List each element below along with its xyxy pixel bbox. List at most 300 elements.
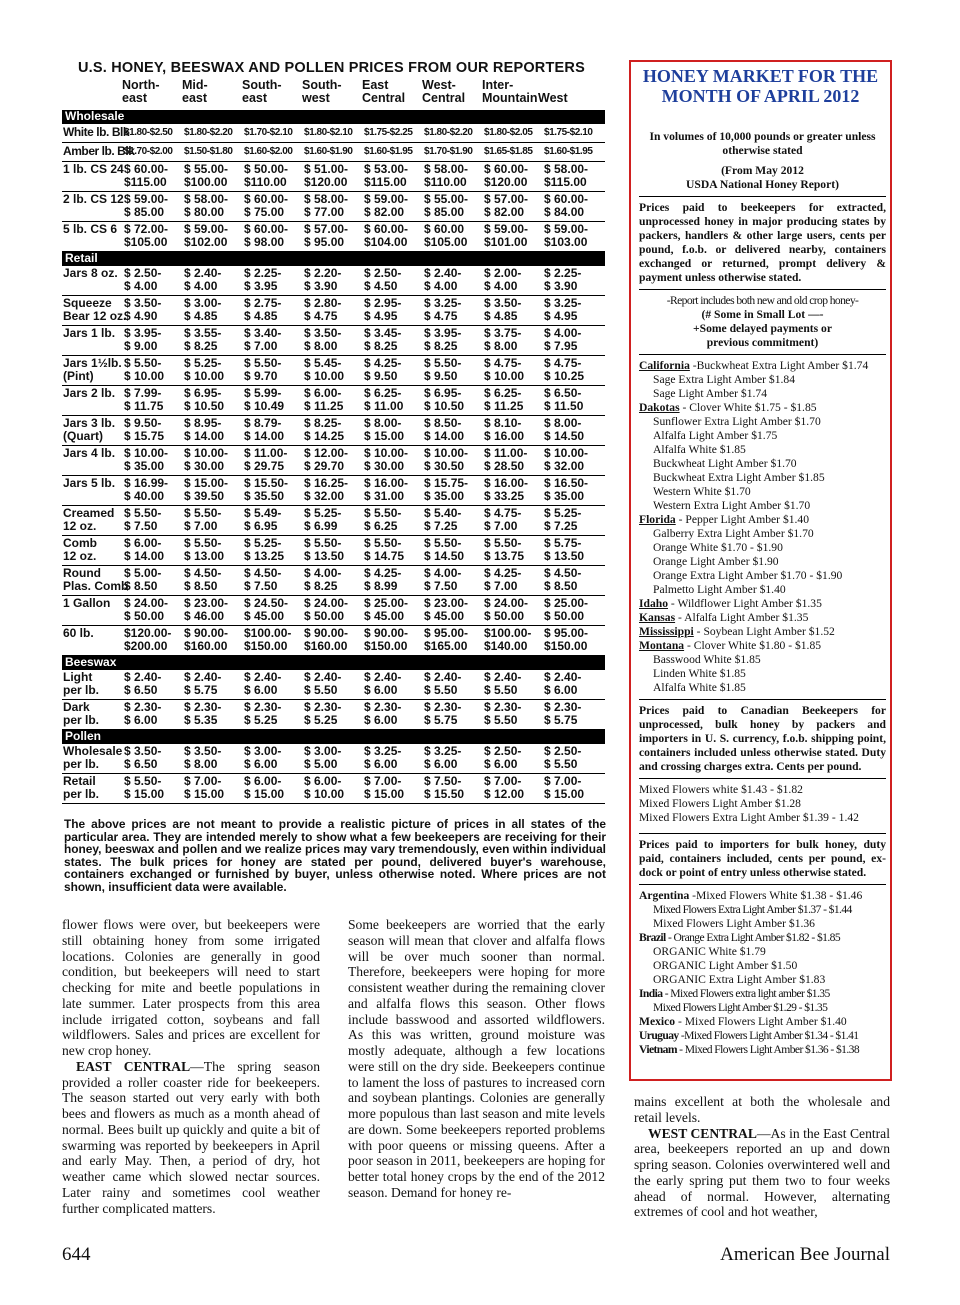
country-first-price: - Mixed Flowers extra light amber $1.35 — [662, 987, 830, 1000]
region-southeast: South- east — [242, 78, 282, 105]
row-label: 5 lb. CS 6 — [62, 222, 123, 252]
price-cell: $ 2.30- $ 5.75 — [543, 700, 605, 730]
article-column-2 — [348, 917, 605, 1201]
price-cell: $ 2.25- $ 3.90 — [543, 266, 605, 296]
price-cell: $ 3.00- $ 5.00 — [303, 744, 363, 774]
price-cell: $ 5.50- $ 13.50 — [303, 536, 363, 566]
state-name: Idaho — [639, 597, 669, 610]
price-cell: $ 3.95- $ 9.00 — [123, 326, 183, 356]
price-row-gallon — [62, 596, 605, 626]
price-cell: $ 2.30- $ 6.00 — [363, 700, 423, 730]
state-name: Kansas — [639, 611, 676, 624]
row-label: Jars 1 lb. — [62, 326, 123, 356]
row-label: Squeeze Bear 12 oz. — [62, 296, 123, 326]
price-cell: $ 60.00- $ 98.00 — [243, 222, 303, 252]
state-first-price: -Buckwheat Extra Light Amber $1.74 — [689, 359, 869, 372]
country-first-price: - Mixed Flowers Light Amber $1.36 - $1.38 — [676, 1043, 860, 1056]
price-cell: $1.80-$2.10 — [303, 124, 363, 143]
honey-market-sidebar — [629, 60, 892, 1081]
article-column-3 — [634, 1094, 890, 1220]
price-cell: $100.00- $140.00 — [483, 626, 543, 656]
row-label: White lb. Blk — [62, 124, 123, 143]
price-cell: $ 3.50- $ 8.00 — [303, 326, 363, 356]
price-cell: $ 60.00- $ 84.00 — [543, 192, 605, 222]
price-cell: $1.60-$1.95 — [363, 143, 423, 162]
price-cell: $ 5.49- $ 6.95 — [243, 506, 303, 536]
section-header-pollen — [62, 730, 605, 745]
price-cell: $ 3.50- $ 8.00 — [183, 744, 243, 774]
canada-price-item: Mixed Flowers Extra Light Amber $1.39 - 1.42 — [639, 811, 859, 824]
sidebar-state-entry — [639, 359, 886, 373]
price-cell: $1.80-$2.50 — [123, 124, 183, 143]
price-cell: $ 3.00- $ 4.85 — [183, 296, 243, 326]
price-cell: $ 16.50- $ 35.00 — [543, 476, 605, 506]
state-price-item: Orange White $1.70 - $1.90 — [653, 541, 783, 554]
region-intermountain: Inter- Mountain — [482, 78, 538, 105]
price-cell: $1.60-$2.00 — [243, 143, 303, 162]
state-price-item: Buckwheat Extra Light Amber $1.85 — [653, 471, 825, 484]
price-cell: $ 24.00- $ 50.00 — [303, 596, 363, 626]
price-cell: $ 8.10- $ 16.00 — [483, 416, 543, 446]
article-paragraph — [62, 1059, 320, 1217]
price-row-cs2 — [62, 192, 605, 222]
price-cell: $ 58.00- $ 77.00 — [303, 192, 363, 222]
state-name: Dakotas — [639, 401, 680, 414]
sidebar-state-entry — [639, 597, 886, 611]
price-cell: $ 2.00- $ 4.00 — [483, 266, 543, 296]
state-first-price: - Alfalfa Light Amber $1.35 — [675, 611, 809, 624]
journal-name: American Bee Journal — [720, 1244, 890, 1265]
sidebar-country-entry — [639, 931, 886, 945]
price-cell: $ 58.00- $110.00 — [423, 162, 483, 192]
article-column-1 — [62, 917, 320, 1216]
section-heading-east-central: EAST CENTRAL — [76, 1058, 191, 1074]
sidebar-volumes-note: In volumes of 10,000 pounds or greater unless otherwise stated — [649, 130, 876, 157]
price-cell: $ 4.25- $ 7.00 — [483, 566, 543, 596]
price-cell: $ 5.40- $ 7.25 — [423, 506, 483, 536]
sidebar-content — [639, 130, 886, 1057]
state-price-item: Alfalfa Light Amber $1.75 — [653, 429, 778, 442]
price-cell: $ 4.50- $ 7.50 — [243, 566, 303, 596]
price-cell: $ 59.00- $ 85.00 — [123, 192, 183, 222]
price-cell: $ 5.50- $ 10.00 — [123, 356, 183, 386]
country-name: Uruguay — [639, 1029, 679, 1042]
price-cell: $ 60.00- $120.00 — [483, 162, 543, 192]
price-table — [62, 110, 605, 804]
price-cell: $ 90.00- $150.00 — [363, 626, 423, 656]
price-cell: $ 58.00- $115.00 — [543, 162, 605, 192]
price-cell: $ 90.00- $160.00 — [303, 626, 363, 656]
price-cell: $1.75-$2.10 — [543, 124, 605, 143]
region-southwest: South- west — [302, 78, 342, 105]
price-cell: $ 57.00- $ 82.00 — [483, 192, 543, 222]
state-price-item: Palmetto Light Amber $1.40 — [653, 583, 786, 596]
row-label: Retail per lb. — [62, 774, 123, 804]
row-label: Jars 1½lb. (Pint) — [62, 356, 123, 386]
price-cell: $ 7.00- $ 15.00 — [543, 774, 605, 804]
price-cell: $ 2.40- $ 5.50 — [423, 670, 483, 700]
sidebar-state-entry — [639, 513, 886, 527]
price-cell: $ 3.55- $ 8.25 — [183, 326, 243, 356]
country-name: Argentina — [639, 889, 690, 902]
price-cell: $ 58.00- $ 80.00 — [183, 192, 243, 222]
price-cell: $ 8.79- $ 14.00 — [243, 416, 303, 446]
sidebar-small-lot-note: (# Some in Small Lot —- +Some delayed payments or previous commitment) — [693, 308, 832, 349]
price-cell: $ 3.25- $ 6.00 — [423, 744, 483, 774]
price-cell: $ 2.30- $ 5.25 — [243, 700, 303, 730]
state-price-item: Western White $1.70 — [653, 485, 751, 498]
price-cell: $ 15.75- $ 35.00 — [423, 476, 483, 506]
row-label: Wholesale per lb. — [62, 744, 123, 774]
price-cell: $ 55.00- $100.00 — [183, 162, 243, 192]
price-cell: $ 3.50- $ 4.90 — [123, 296, 183, 326]
price-cell: $ 24.50- $ 45.00 — [243, 596, 303, 626]
price-cell: $ 8.50- $ 14.00 — [423, 416, 483, 446]
price-cell: $ 2.40- $ 4.00 — [183, 266, 243, 296]
price-row-jar4 — [62, 446, 605, 476]
state-price-item: Buckwheat Light Amber $1.70 — [653, 457, 797, 470]
price-cell: $ 59.00- $103.00 — [543, 222, 605, 252]
price-cell: $ 60.00 $105.00 — [423, 222, 483, 252]
price-cell: $ 3.40- $ 7.00 — [243, 326, 303, 356]
price-cell: $ 50.00- $110.00 — [243, 162, 303, 192]
article-paragraph — [634, 1126, 890, 1221]
price-cell: $ 3.45- $ 8.25 — [363, 326, 423, 356]
price-cell: $1.50-$1.80 — [183, 143, 243, 162]
price-cell: $ 5.50- $ 7.50 — [123, 506, 183, 536]
sidebar-us-states — [639, 359, 886, 695]
sidebar-source: (From May 2012 USDA National Honey Report) — [686, 164, 839, 191]
price-cell: $ 3.50- $ 6.50 — [123, 744, 183, 774]
section-label: Wholesale — [62, 110, 605, 124]
price-cell: $ 55.00- $ 85.00 — [423, 192, 483, 222]
price-cell: $ 5.50- $ 7.00 — [183, 506, 243, 536]
price-cell: $ 5.00- $ 8.50 — [123, 566, 183, 596]
price-cell: $ 95.00- $165.00 — [423, 626, 483, 656]
price-cell: $ 2.40- $ 5.50 — [483, 670, 543, 700]
price-cell: $ 6.00- $ 15.00 — [243, 774, 303, 804]
page-number: 644 — [62, 1244, 91, 1265]
price-cell: $ 24.00- $ 50.00 — [483, 596, 543, 626]
price-cell: $ 23.00- $ 45.00 — [423, 596, 483, 626]
article-paragraph: Some beekeepers are worried that the early season will mean that clover and alfalfa flows will be over much sooner than normal. Therefore, beekeepers were hoping for more consistent weather during the remaining clover and alfalfa flows this season. Other flows include basswood and assorted wildflowers. As this was written, ground moisture was mostly adequate, although a few locations were still on the dry side. Beekeepers continue to lament the loss of pastures to increased corn and soybean plantings. Colonies are generally more populous than last season and mite levels are down. Some beekeepers reported problems with poor queens or missing queens. After a poor season in 2011, beekeepers are hoping for better total honey crops by the end of the 2012 season. Demand for honey re- — [348, 917, 605, 1200]
price-cell: $ 16.99- $ 40.00 — [123, 476, 183, 506]
row-label: Jars 4 lb. — [62, 446, 123, 476]
price-cell: $ 6.25- $ 11.00 — [363, 386, 423, 416]
state-name: California — [639, 359, 690, 372]
country-price-item: Mixed Flowers Light Amber $1.29 - $1.35 — [653, 1001, 828, 1014]
price-cell: $1.60-$1.90 — [303, 143, 363, 162]
region-header — [62, 79, 610, 107]
section-label: Retail — [62, 252, 605, 267]
price-cell: $ 8.95- $ 14.00 — [183, 416, 243, 446]
country-name: Brazil — [639, 931, 666, 944]
country-first-price: - Orange Extra Light Amber $1.82 - $1.85 — [665, 931, 841, 944]
price-cell: $ 59.00- $101.00 — [483, 222, 543, 252]
row-label: Round Plas. Comb — [62, 566, 123, 596]
price-cell: $ 53.00- $115.00 — [363, 162, 423, 192]
price-cell: $ 2.50- $ 4.00 — [123, 266, 183, 296]
state-price-item: Galberry Extra Light Amber $1.70 — [653, 527, 814, 540]
price-cell: $ 4.75- $ 7.00 — [483, 506, 543, 536]
region-west-central: West- Central — [422, 78, 466, 105]
sidebar-import-intro: Prices paid to importers for bulk honey, duty paid, containers included, cents per pound, ex-dock or point of entry unless otherwise stated. — [639, 838, 886, 879]
price-cell: $ 57.00- $ 95.00 — [303, 222, 363, 252]
price-cell: $ 7.99- $ 11.75 — [123, 386, 183, 416]
region-northeast: North- east — [122, 78, 160, 105]
price-cell: $1.80-$2.05 — [483, 124, 543, 143]
article-text: —As in the East Central area, beekeepers reported an up and down spring season. Colonies overwintered well and the early spring put them two to four weeks ahead of normal. However, alternating extremes of cool and hot weather, — [634, 1125, 890, 1220]
price-cell: $ 5.50- $ 9.50 — [423, 356, 483, 386]
price-cell: $ 2.80- $ 4.75 — [303, 296, 363, 326]
state-price-item: Sage Extra Light Amber $1.84 — [653, 373, 795, 386]
sidebar-country-entry — [639, 1029, 886, 1043]
price-cell: $ 90.00- $160.00 — [183, 626, 243, 656]
price-cell: $ 6.25- $ 11.25 — [483, 386, 543, 416]
price-cell: $ 2.40- $ 5.50 — [303, 670, 363, 700]
price-cell: $ 5.25- $ 7.25 — [543, 506, 605, 536]
state-price-item: Basswood White $1.85 — [653, 653, 761, 666]
price-cell: $ 2.40- $ 6.00 — [363, 670, 423, 700]
price-cell: $ 6.95- $ 10.50 — [423, 386, 483, 416]
price-row-squeeze — [62, 296, 605, 326]
price-cell: $ 2.30- $ 5.35 — [183, 700, 243, 730]
price-row-cs1 — [62, 162, 605, 192]
state-price-item: Alfalfa White $1.85 — [653, 681, 746, 694]
price-row-po-retail — [62, 774, 605, 804]
country-name: Mexico — [639, 1015, 676, 1028]
sidebar-country-entry — [639, 987, 886, 1001]
price-cell: $1.80-$2.20 — [183, 124, 243, 143]
row-label: Amber lb. Blk — [62, 143, 123, 162]
price-cell: $ 3.25- $ 4.75 — [423, 296, 483, 326]
state-price-item: Linden White $1.85 — [653, 667, 746, 680]
sidebar-country-entry — [639, 1043, 886, 1057]
price-cell: $ 24.00- $ 50.00 — [123, 596, 183, 626]
price-cell: $ 2.40- $ 5.75 — [183, 670, 243, 700]
price-row-jar1 — [62, 326, 605, 356]
canada-price-item: Mixed Flowers Light Amber $1.28 — [639, 797, 801, 810]
price-disclaimer: The above prices are not meant to provide a realistic picture of prices in all states of the particular area. They are intended merely to show what a few beekeepers are receiving for their honey, beeswax and pollen and we realize prices may vary tremendously, even within individual states. The bulk prices for honey are stated per pound, delivered buyer's warehouse, containers exchanged or furnished by buyer, unless otherwise noted. Where prices are not shown, insufficient data were available. — [64, 817, 606, 894]
price-cell: $ 2.75- $ 4.85 — [243, 296, 303, 326]
price-cell: $ 10.00- $ 32.00 — [543, 446, 605, 476]
price-cell: $ 2.50- $ 6.00 — [483, 744, 543, 774]
price-row-bw-dark — [62, 700, 605, 730]
country-first-price: -Mixed Flowers Light Amber $1.34 - $1.41 — [678, 1029, 859, 1042]
state-price-item: Orange Extra Light Amber $1.70 - $1.90 — [653, 569, 843, 582]
country-first-price: - Mixed Flowers Light Amber $1.40 — [675, 1015, 847, 1028]
price-cell: $ 5.50- $ 9.70 — [243, 356, 303, 386]
price-cell: $ 5.25- $ 6.99 — [303, 506, 363, 536]
price-cell: $ 25.00- $ 50.00 — [543, 596, 605, 626]
price-cell: $ 2.40- $ 6.50 — [123, 670, 183, 700]
state-first-price: - Wildflower Light Amber $1.35 — [668, 597, 822, 610]
price-cell: $ 16.00- $ 33.25 — [483, 476, 543, 506]
price-cell: $ 8.25- $ 14.25 — [303, 416, 363, 446]
price-cell: $ 4.00- $ 7.50 — [423, 566, 483, 596]
sidebar-title: HONEY MARKET FOR THE MONTH OF APRIL 2012 — [642, 66, 879, 106]
price-cell: $ 8.00- $ 14.50 — [543, 416, 605, 446]
price-cell: $ 25.00- $ 45.00 — [363, 596, 423, 626]
sidebar-state-entry — [639, 639, 886, 653]
price-cell: $ 5.50- $ 6.25 — [363, 506, 423, 536]
price-cell: $ 5.50- $ 13.75 — [483, 536, 543, 566]
sidebar-us-intro: Prices paid to beekeepers for extracted, unprocessed honey in major producing states by packers, handlers & other large users, cents per pound, f.o.b. or delivered nearby, containers exchanged or returned, prompt delivery & payment unless otherwise stated. — [639, 201, 886, 284]
price-cell: $ 23.00- $ 46.00 — [183, 596, 243, 626]
row-label: Light per lb. — [62, 670, 123, 700]
price-cell: $ 7.00- $ 15.00 — [363, 774, 423, 804]
price-row-cs5 — [62, 222, 605, 252]
price-cell: $ 2.50- $ 5.50 — [543, 744, 605, 774]
price-cell: $1.75-$2.25 — [363, 124, 423, 143]
row-label: Dark per lb. — [62, 700, 123, 730]
state-name: Mississippi — [639, 625, 694, 638]
price-cell: $ 2.95- $ 4.95 — [363, 296, 423, 326]
price-cell: $1.65-$1.85 — [483, 143, 543, 162]
price-cell: $ 10.00- $ 30.00 — [363, 446, 423, 476]
row-label: Jars 5 lb. — [62, 476, 123, 506]
price-cell: $ 2.40- $ 4.00 — [423, 266, 483, 296]
price-cell: $ 15.00- $ 39.50 — [183, 476, 243, 506]
row-label: Jars 3 lb. (Quart) — [62, 416, 123, 446]
price-cell: $ 2.20- $ 3.90 — [303, 266, 363, 296]
price-cell: $ 3.50- $ 4.85 — [483, 296, 543, 326]
price-cell: $ 60.00- $ 75.00 — [243, 192, 303, 222]
price-cell: $1.60-$1.95 — [543, 143, 605, 162]
sidebar-country-entry — [639, 889, 886, 903]
price-cell: $ 2.30- $ 5.75 — [423, 700, 483, 730]
price-cell: $ 3.75- $ 8.00 — [483, 326, 543, 356]
price-cell: $ 3.00- $ 6.00 — [243, 744, 303, 774]
price-cell: $1.70-$2.00 — [123, 143, 183, 162]
price-cell: $ 59.00- $ 82.00 — [363, 192, 423, 222]
price-cell: $ 2.40- $ 6.00 — [543, 670, 605, 700]
price-cell: $ 5.45- $ 10.00 — [303, 356, 363, 386]
price-row-jar2 — [62, 386, 605, 416]
price-cell: $ 10.00- $ 35.00 — [123, 446, 183, 476]
section-header-wholesale — [62, 110, 605, 124]
price-cell: $ 3.95- $ 8.25 — [423, 326, 483, 356]
price-row-jar15 — [62, 356, 605, 386]
price-cell: $1.70-$2.10 — [243, 124, 303, 143]
price-cell: $ 4.75- $ 10.00 — [483, 356, 543, 386]
price-table-title: U.S. HONEY, BEESWAX AND POLLEN PRICES FROM OUR REPORTERS — [78, 60, 585, 76]
region-mideast: Mid- east — [182, 78, 208, 105]
price-row-creamed — [62, 506, 605, 536]
price-cell: $ 7.00- $ 12.00 — [483, 774, 543, 804]
state-price-item: Sunflower Extra Light Amber $1.70 — [653, 415, 821, 428]
row-label: Creamed 12 oz. — [62, 506, 123, 536]
price-cell: $ 4.50- $ 8.50 — [543, 566, 605, 596]
section-label: Pollen — [62, 730, 605, 745]
price-cell: $ 4.25- $ 8.99 — [363, 566, 423, 596]
section-header-beeswax — [62, 656, 605, 671]
country-name: Vietnam — [639, 1043, 677, 1056]
price-cell: $ 51.00- $120.00 — [303, 162, 363, 192]
price-cell: $ 11.00- $ 29.75 — [243, 446, 303, 476]
state-price-item: Orange Light Amber $1.90 — [653, 555, 779, 568]
sidebar-countries — [639, 889, 886, 1057]
state-first-price: - Clover White $1.80 - $1.85 — [684, 639, 822, 652]
price-cell: $ 15.50- $ 35.50 — [243, 476, 303, 506]
price-cell: $ 9.50- $ 15.75 — [123, 416, 183, 446]
price-cell: $ 4.25- $ 9.50 — [363, 356, 423, 386]
price-cell: $ 60.00- $104.00 — [363, 222, 423, 252]
price-cell: $1.80-$2.20 — [423, 124, 483, 143]
price-cell: $ 3.25- $ 6.00 — [363, 744, 423, 774]
price-cell: $ 5.25- $ 10.00 — [183, 356, 243, 386]
article-text: —The spring season provided a roller coaster ride for beekeepers. The season started out very early with both bees and flowers as much as a month ahead of normal. Bees built up quickly and quite a bit of swarming was reported by beekeepers in April and early May. Then, a period of dry, hot weather came which slowed nectar sources. Later rainy and sometimes cool weather further complicated matters. — [62, 1058, 320, 1216]
section-heading-west-central: WEST CENTRAL — [648, 1125, 757, 1141]
price-row-round — [62, 566, 605, 596]
country-price-item: ORGANIC Light Amber $1.50 — [653, 959, 798, 972]
price-cell: $ 5.99- $ 10.49 — [243, 386, 303, 416]
price-cell: $ 4.00- $ 7.95 — [543, 326, 605, 356]
price-row-white-bulk — [62, 124, 605, 143]
price-cell: $ 5.50- $ 14.75 — [363, 536, 423, 566]
row-label: 1 Gallon — [62, 596, 123, 626]
price-row-jar8 — [62, 266, 605, 296]
price-cell: $ 5.25- $ 13.25 — [243, 536, 303, 566]
price-cell: $ 6.00- $ 10.00 — [303, 774, 363, 804]
price-cell: $ 2.30- $ 5.25 — [303, 700, 363, 730]
price-cell: $ 59.00- $102.00 — [183, 222, 243, 252]
price-cell: $ 10.00- $ 30.00 — [183, 446, 243, 476]
price-cell: $ 5.50- $ 15.00 — [123, 774, 183, 804]
price-cell: $ 7.50- $ 15.50 — [423, 774, 483, 804]
price-cell: $ 6.00- $ 11.25 — [303, 386, 363, 416]
country-name: India — [639, 987, 663, 1000]
price-cell: $ 5.75- $ 13.50 — [543, 536, 605, 566]
sidebar-state-entry — [639, 625, 886, 639]
row-label: 1 lb. CS 24 — [62, 162, 123, 192]
state-first-price: - Pepper Light Amber $1.40 — [675, 513, 810, 526]
price-cell: $ 5.50- $ 13.00 — [183, 536, 243, 566]
row-label: Jars 2 lb. — [62, 386, 123, 416]
state-price-item: Western Extra Light Amber $1.70 — [653, 499, 811, 512]
price-cell: $1.70-$1.90 — [423, 143, 483, 162]
price-cell: $ 2.25- $ 3.95 — [243, 266, 303, 296]
state-first-price: - Clover White $1.75 - $1.85 — [679, 401, 817, 414]
sidebar-country-entry — [639, 1015, 886, 1029]
canada-price-item: Mixed Flowers white $1.43 - $1.82 — [639, 783, 803, 796]
state-price-item: Sage Light Amber $1.74 — [653, 387, 767, 400]
sidebar-canada-items — [639, 783, 886, 825]
row-label: Jars 8 oz. — [62, 266, 123, 296]
price-cell: $ 7.00- $ 15.00 — [183, 774, 243, 804]
article-paragraph: mains excellent at both the wholesale and retail levels. — [634, 1094, 890, 1125]
price-cell: $ 16.25- $ 32.00 — [303, 476, 363, 506]
price-cell: $ 5.50- $ 14.50 — [423, 536, 483, 566]
price-cell: $120.00- $200.00 — [123, 626, 183, 656]
sidebar-state-entry — [639, 401, 886, 415]
price-row-comb — [62, 536, 605, 566]
price-cell: $ 4.50- $ 8.50 — [183, 566, 243, 596]
price-row-jar3 — [62, 416, 605, 446]
price-cell: $ 3.25- $ 4.95 — [543, 296, 605, 326]
state-name: Montana — [639, 639, 685, 652]
price-cell: $ 6.95- $ 10.50 — [183, 386, 243, 416]
price-cell: $ 4.75- $ 10.25 — [543, 356, 605, 386]
price-cell: $ 16.00- $ 31.00 — [363, 476, 423, 506]
article-paragraph: flower flows were over, but beekeepers were still obtaining honey from some irrigated locations. Colonies are generally in good condition, but beekeepers will need to start checking for mite and beetle populations in late summer. Later prospects from this area include irrigated cotton, soybeans and fall wildflowers. Sales and prices are excellent for new crop honey. — [62, 917, 320, 1058]
price-cell: $ 95.00- $150.00 — [543, 626, 605, 656]
region-west: West — [538, 91, 568, 105]
sidebar-canada-intro: Prices paid to Canadian Beekeepers for unprocessed, bulk honey by packers and importers in U. S. currency, f.o.b. shipping point, containers included unless otherwise stated. Duty and crossing charges extra. Cents per pound. — [639, 704, 886, 773]
price-cell: $ 12.00- $ 29.70 — [303, 446, 363, 476]
section-header-retail — [62, 252, 605, 267]
price-cell: $ 2.30- $ 5.50 — [483, 700, 543, 730]
